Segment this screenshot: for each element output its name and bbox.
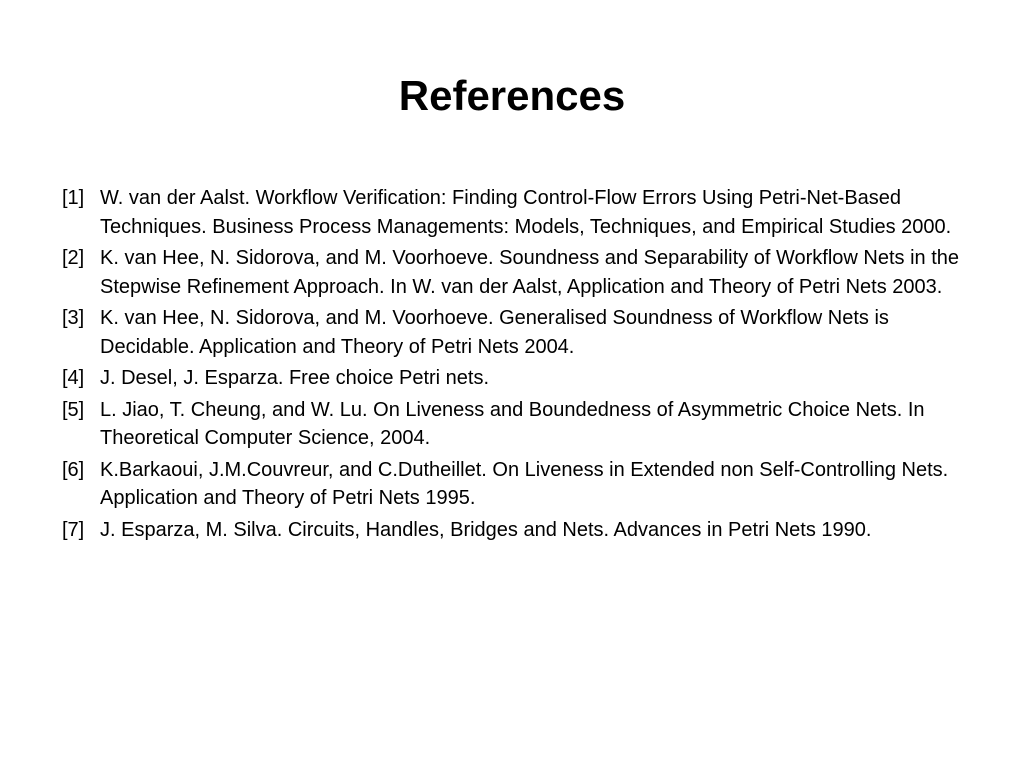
reference-item bbox=[62, 244, 972, 301]
reference-list bbox=[62, 184, 972, 547]
reference-number: [1] bbox=[62, 187, 85, 209]
reference-number: [7] bbox=[62, 518, 85, 541]
slide-title: References bbox=[398, 72, 626, 119]
reference-number: [5] bbox=[62, 398, 85, 421]
reference-item bbox=[62, 456, 972, 513]
reference-text: J. Desel, J. Esparza. Free choice Petri nets. bbox=[100, 367, 490, 389]
reference-text: K. van Hee, N. Sidorova, and M. Voorhoeve. Generalised Soundness of Workflow Nets is Decidable. Application and Theory of Petri Nets 2004. bbox=[100, 307, 889, 358]
reference-item bbox=[62, 304, 972, 361]
reference-text: J. Esparza, M. Silva. Circuits, Handles, Bridges and Nets. Advances in Petri Nets 1990. bbox=[100, 518, 872, 541]
reference-text: W. van der Aalst. Workflow Verification: Finding Control-Flow Errors Using Petri-Net-Based Techniques. Business Process Managements: Models, Techniques, and Empirical Studies 2000. bbox=[100, 187, 952, 238]
reference-item bbox=[62, 184, 972, 241]
reference-number: [4] bbox=[62, 367, 85, 389]
reference-item bbox=[62, 516, 972, 545]
reference-number: [3] bbox=[62, 307, 85, 329]
reference-text: L. Jiao, T. Cheung, and W. Lu. On Liveness and Boundedness of Asymmetric Choice Nets. In Theoretical Computer Science, 2004. bbox=[100, 398, 925, 449]
reference-text: K.Barkaoui, J.M.Couvreur, and C.Dutheillet. On Liveness in Extended non Self-Controlling Nets. Application and Theory of Petri Nets 1995. bbox=[100, 458, 949, 509]
reference-number: [6] bbox=[62, 458, 85, 481]
reference-number: [2] bbox=[62, 247, 85, 269]
reference-item bbox=[62, 364, 972, 393]
reference-item bbox=[62, 396, 972, 453]
reference-text: K. van Hee, N. Sidorova, and M. Voorhoeve. Soundness and Separability of Workflow Nets in the Stepwise Refinement Approach. In W. van der Aalst, Application and Theory of Petri Nets 2003. bbox=[100, 247, 959, 298]
